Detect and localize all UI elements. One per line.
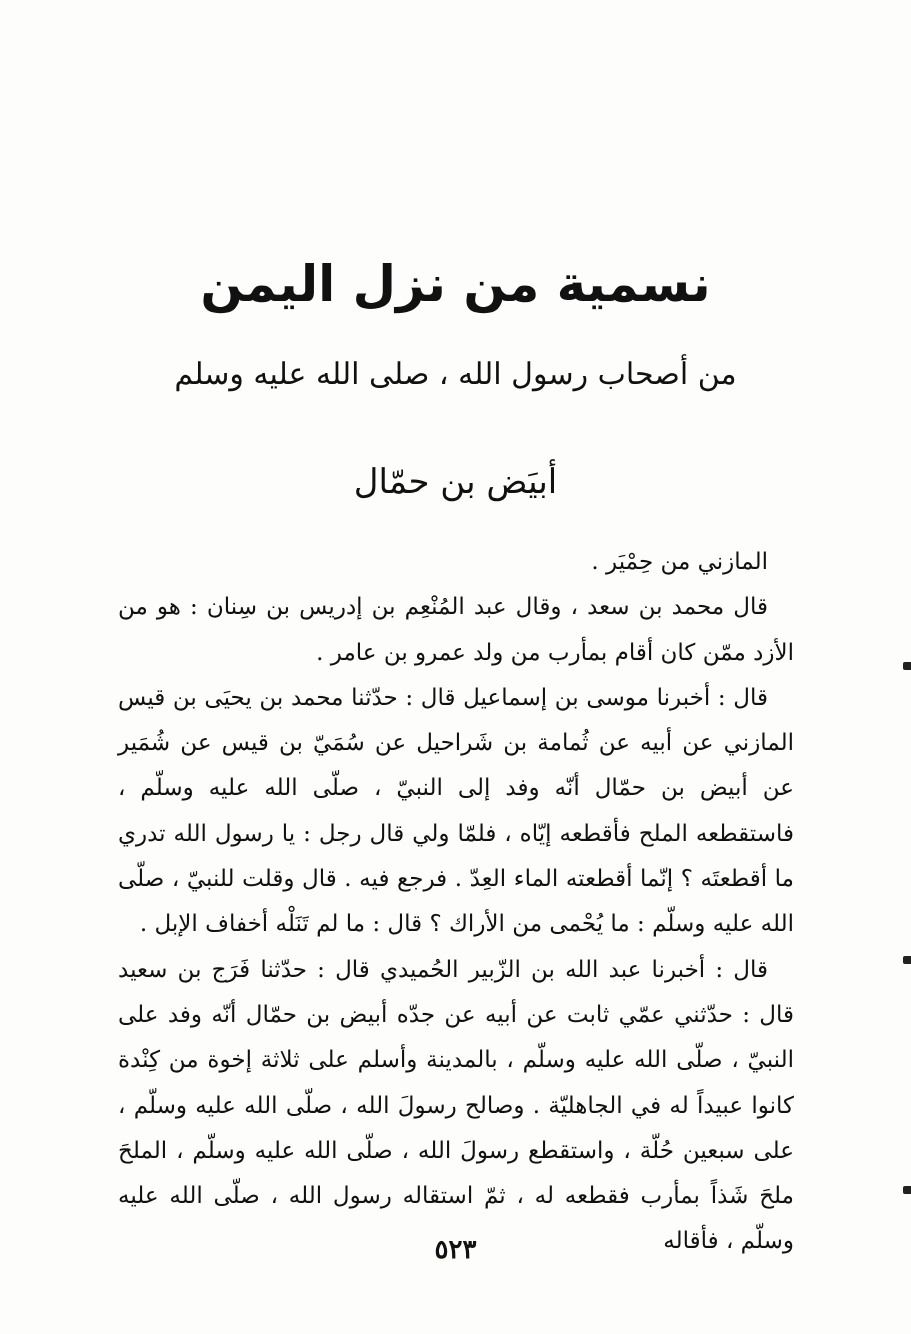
margin-mark [903,662,911,670]
chapter-title: نسمية من نزل اليمن [200,255,711,313]
page-number: ٥٢٣ [434,1235,477,1265]
margin-mark [903,956,911,964]
margin-mark [903,1186,911,1194]
chapter-subtitle: من أصحاب رسول الله ، صلى الله عليه وسلم [174,357,737,392]
paragraph: المازني من حِمْيَر . [591,549,768,575]
paragraph: قال محمد بن سعد ، وقال عبد المُنْعِم بن إدريس بن سِنان : هو من الأزد ممّن كان أقام بمأرب من ولد عمرو بن عامر . [118,594,794,666]
body-text [118,540,794,1265]
paragraph: قال : أخبرنا عبد الله بن الزّبير الحُميدي قال : حدّثنا فَرَج بن سعيد قال : حدّثني عمّي ثابت عن أبيه عن جدّه أبيض بن حمّال أنّه وفد على النبيّ ، صلّى الله عليه وسلّم ، بالمدينة وأسلم على ثلاثة إخوة من كِنْدة كانوا عبيداً له في الجاهليّة . وصالح رسولَ الله ، صلّى الله عليه وسلّم ، على سبعين حُلّة ، واستقطع رسولَ الله ، صلّى الله عليه وسلّم ، الملحَ ملحَ شَذاً بمأرب فقطعه له ، ثمّ استقاله رسول الله ، صلّى الله عليه وسلّم ، فأقاله [118,956,794,1255]
entry-heading: أبيَض بن حمّال [353,462,558,502]
paragraph: قال : أخبرنا موسى بن إسماعيل قال : حدّثنا محمد بن يحيَى بن قيس المازني عن أبيه عن ثُمامة بن شَراحيل عن سُمَيّ بن قيس عن شُمَير عن أبيض بن حمّال أنّه وفد إلى النبيّ ، صلّى الله عليه وسلّم ، فاستقطعه الملح فأقطعه إيّاه ، فلمّا ولي قال رجل : يا رسول الله تدري ما أقطعتَه ؟ إنّما أقطعته الماء العِدّ . فرجع فيه . قال وقلت للنبيّ ، صلّى الله عليه وسلّم : ما يُحْمى من الأراك ؟ قال : ما لم تَنَلْه أخفاف الإبل . [118,684,794,938]
